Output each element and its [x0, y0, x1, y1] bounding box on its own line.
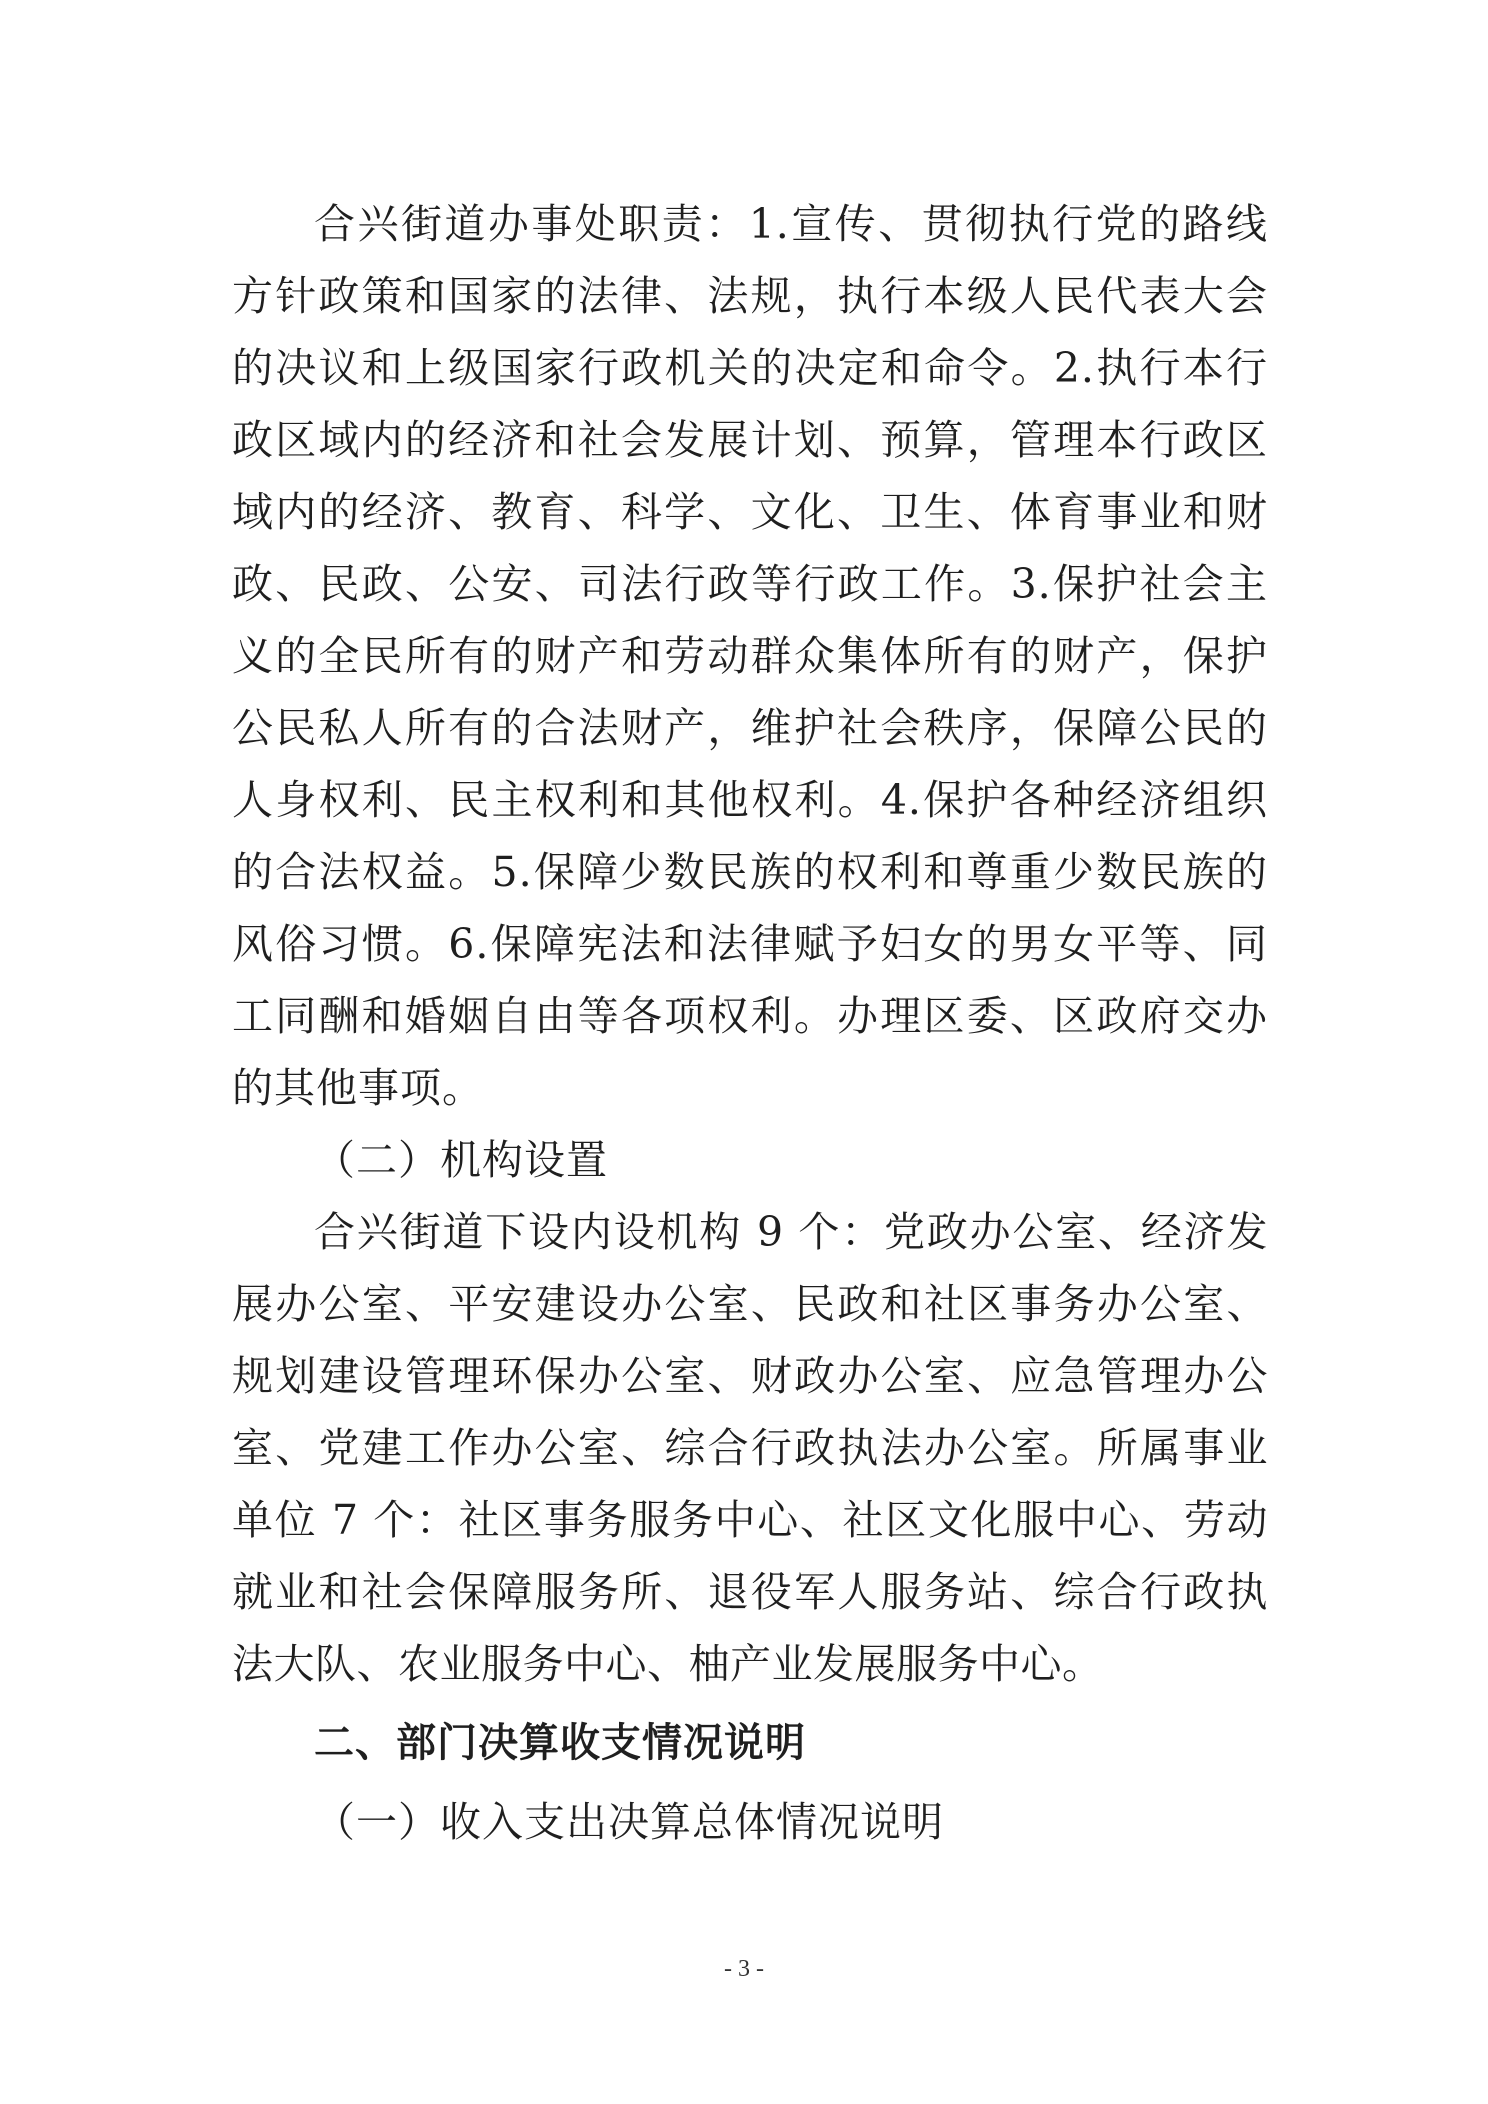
duties-paragraph: 合兴街道办事处职责：1.宣传、贯彻执行党的路线方针政策和国家的法律、法规，执行本级人民代表大会的决议和上级国家行政机关的决定和命令。2.执行本行政区域内的经济和社会发展计划、预算，管理本行政区域内的经济、教育、科学、文化、卫生、体育事业和财政、民政、公安、司法行政等行政工作。3.保护社会主义的全民所有的财产和劳动群众集体所有的财产，保护公民私人所有的合法财产，维护社会秩序，保障公民的人身权利、民主权利和其他权利。4.保护各种经济组织的合法权益。5.保障少数民族的权利和尊重少数民族的风俗习惯。6.保障宪法和法律赋予妇女的男女平等、同工同酬和婚姻自由等各项权利。办理区委、区政府交办的其他事项。: [232, 200, 1268, 1112]
page-content: [232, 188, 1268, 1860]
subsection-heading: （一）收入支出决算总体情况说明: [314, 1798, 944, 1846]
page-number: - 3 -: [724, 1956, 764, 1982]
org-structure-paragraph: 合兴街道下设内设机构 9 个：党政办公室、经济发展办公室、平安建设办公室、民政和社区事务办公室、规划建设管理环保办公室、财政办公室、应急管理办公室、党建工作办公室、综合行政执法办公室。所属事业单位 7 个：社区事务服务中心、社区文化服中心、劳动就业和社会保障服务所、退役军人服务站、综合行政执法大队、农业服务中心、柚产业发展服务中心。: [232, 1208, 1268, 1688]
org-structure-heading: （二）机构设置: [314, 1136, 608, 1184]
section-heading: 二、部门决算收支情况说明: [314, 1720, 806, 1766]
